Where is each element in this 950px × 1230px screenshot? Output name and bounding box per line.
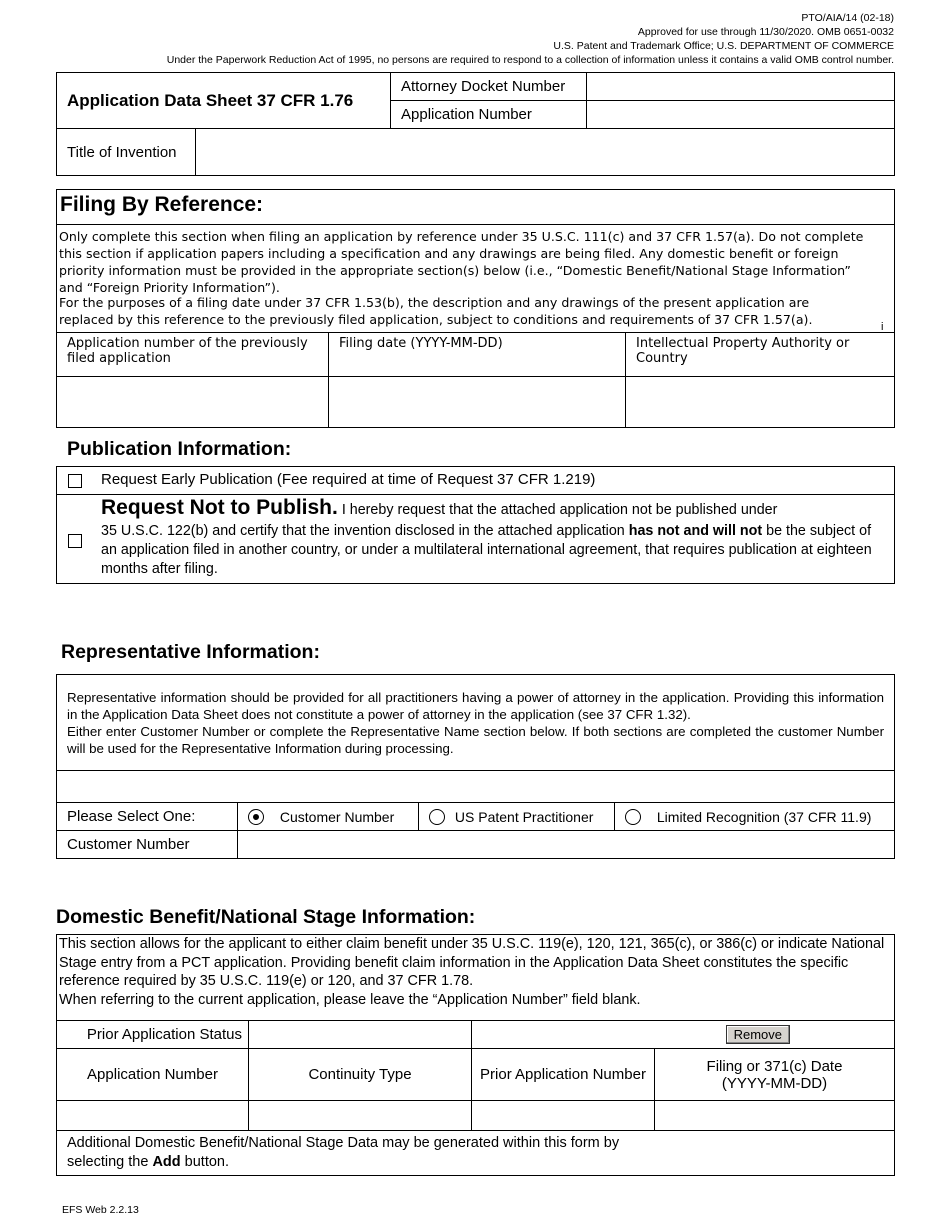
efs-version: EFS Web 2.2.13	[62, 1204, 139, 1216]
title-of-invention-label: Title of Invention	[57, 129, 196, 176]
col-continuity-type: Continuity Type	[249, 1049, 472, 1101]
customer-number-radio[interactable]	[248, 809, 264, 825]
not-publish-statement: Request Not to Publish. I hereby request that the attached application not be published under 35 U.S.C. 122(b) and certify that the invention disclosed in the attached application has not and will not be the subject of an application filed in another country, or under a multilateral international agreement, that requires publication at eighteen months after filing.	[101, 496, 872, 577]
col-filing-371c-date: Filing or 371(c) Date (YYYY-MM-DD)	[655, 1049, 895, 1101]
option-limited-recognition[interactable]: Limited Recognition (37 CFR 11.9)	[615, 803, 895, 831]
remove-cell	[472, 1021, 895, 1049]
application-number-input[interactable]	[57, 1101, 249, 1131]
ip-authority-field[interactable]	[626, 377, 895, 428]
col-previous-app-number: Application number of the previously filed application	[57, 333, 329, 377]
filing-ref-para-1: Only complete this section when filing an application by reference under 35 U.S.C. 111(c) and 37 CFR 1.57(a). Do not complete this section if application papers including a specification and any drawings are being filed. Any domestic benefit or foreign priority information must be provided in the appropriate section(s) below (i.e., “Domestic Benefit/National Stage Information” and “Foreign Priority Information”).	[59, 229, 864, 295]
filing-by-reference-text	[56, 224, 895, 334]
filing-date-input[interactable]	[655, 1101, 895, 1131]
col-prior-application-number: Prior Application Number	[472, 1049, 655, 1101]
representative-info-text: Representative information should be provided for all practitioners having a power of attorney in the application. Providing this information in the Application Data Sheet does not constitute a power of attorney in the application (see 37 CFR 1.32). Either enter Customer Number or complete the Representative Name section below. If both sections are completed the customer Number will be used for the Representative Information during processing.	[67, 690, 884, 756]
paperwork-notice: Under the Paperwork Reduction Act of 1995, no persons are required to respond to a collection of information unless it contains a valid OMB control number.	[166, 54, 894, 66]
representative-heading: Representative Information:	[61, 641, 320, 663]
us-patent-practitioner-radio[interactable]	[429, 809, 445, 825]
publication-box	[56, 466, 895, 584]
not-publish-title: Request Not to Publish.	[101, 496, 338, 519]
info-marker: i	[881, 321, 884, 333]
option-us-patent-practitioner[interactable]: US Patent Practitioner	[419, 803, 615, 831]
filing-ref-para-2: For the purposes of a filing date under 37 CFR 1.53(b), the description and any drawings of the present application are replaced by this reference to the previously filed application, subject to conditions and requirements of 37 CFR 1.57(a).	[59, 295, 813, 327]
domestic-info-box	[56, 934, 895, 1021]
filing-by-reference-heading-box	[56, 189, 895, 225]
domestic-info-text: This section allows for the applicant to either claim benefit under 35 U.S.C. 119(e), 120, 121, 365(c), or 386(c) or indicate National Stage entry from a PCT application. Providing benefit claim information in the Application Data Sheet constitutes the specific reference required by 35 U.S.C. 119(e) or 120, and 37 CFR 1.78. When referring to the current application, please leave the “Application Number” field blank.	[59, 936, 885, 1008]
attorney-docket-label: Attorney Docket Number	[391, 73, 587, 101]
title-of-invention-table	[56, 128, 895, 176]
continuity-type-input[interactable]	[249, 1101, 472, 1131]
prior-application-number-input[interactable]	[472, 1101, 655, 1131]
ads-title: Application Data Sheet 37 CFR 1.76	[57, 73, 391, 129]
previous-app-number-field[interactable]	[57, 377, 329, 428]
select-one-label: Please Select One:	[57, 803, 238, 831]
previously-filed-table	[56, 332, 895, 428]
publication-heading: Publication Information:	[67, 438, 292, 460]
attorney-docket-field[interactable]	[587, 73, 895, 101]
form-id: PTO/AIA/14 (02-18)	[801, 12, 894, 24]
prior-status-label: Prior Application Status	[57, 1021, 249, 1049]
col-filing-date: Filing date (YYYY-MM-DD)	[329, 333, 626, 377]
limited-recognition-radio[interactable]	[625, 809, 641, 825]
approval-note: Approved for use through 11/30/2020. OMB 0651-0032	[637, 26, 894, 38]
application-number-label: Application Number	[391, 101, 587, 129]
col-ip-authority: Intellectual Property Authority or Country	[626, 333, 895, 377]
representative-spacer	[56, 770, 895, 803]
form-header	[167, 11, 894, 67]
ads-header-table	[56, 72, 895, 129]
title-of-invention-field[interactable]	[196, 129, 895, 176]
domestic-benefit-table	[56, 1020, 895, 1176]
col-application-number: Application Number	[57, 1049, 249, 1101]
prior-status-field[interactable]	[249, 1021, 472, 1049]
representative-info-box	[56, 674, 895, 771]
representative-select-table	[56, 802, 895, 859]
filing-by-reference-heading: Filing By Reference:	[60, 193, 264, 216]
previous-filing-date-field[interactable]	[329, 377, 626, 428]
not-publish-checkbox[interactable]	[68, 534, 82, 548]
application-number-field[interactable]	[587, 101, 895, 129]
option-customer-number[interactable]: Customer Number	[238, 803, 419, 831]
office-name: U.S. Patent and Trademark Office; U.S. DEPARTMENT OF COMMERCE	[553, 40, 894, 52]
remove-button[interactable]: Remove	[726, 1025, 790, 1044]
early-publication-checkbox[interactable]	[68, 474, 82, 488]
customer-number-field[interactable]	[238, 831, 895, 859]
domestic-benefit-heading: Domestic Benefit/National Stage Information:	[56, 906, 476, 928]
early-publication-label: Request Early Publication (Fee required at time of Request 37 CFR 1.219)	[101, 471, 596, 488]
add-instructions: Additional Domestic Benefit/National Stage Data may be generated within this form by selecting the Add button.	[57, 1131, 895, 1176]
customer-number-label: Customer Number	[57, 831, 238, 859]
